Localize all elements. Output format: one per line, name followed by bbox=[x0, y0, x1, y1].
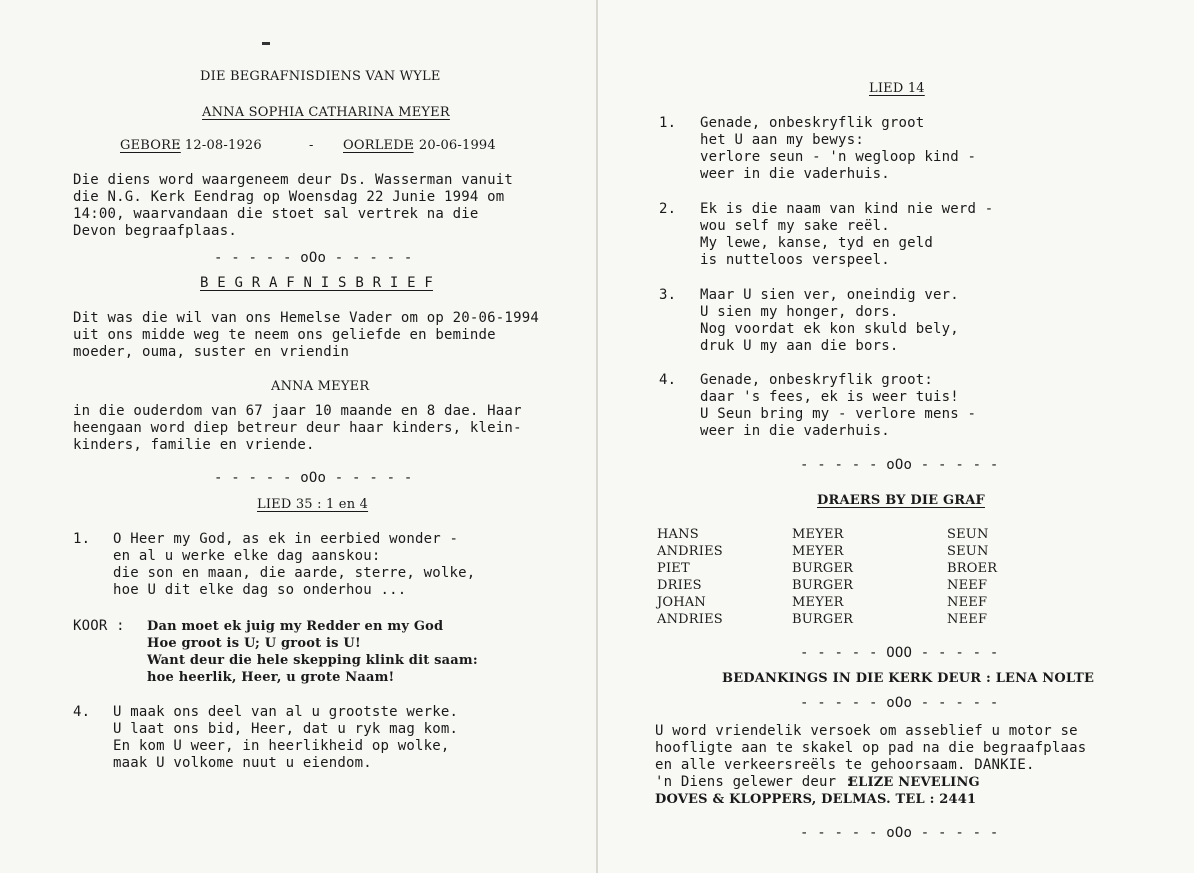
bearer-first-name: PIET bbox=[657, 561, 690, 576]
verse-line: maak U volkome nuut u eiendom. bbox=[113, 755, 372, 771]
bearer-first-name: JOHAN bbox=[657, 595, 706, 610]
bearer-last-name: BURGER bbox=[792, 578, 854, 593]
thanks-line: BEDANKINGS IN DIE KERK DEUR : LENA NOLTE bbox=[722, 671, 1095, 686]
verse-line: en al u werke elke dag aanskou: bbox=[113, 548, 381, 564]
separator: - - - - - oOo - - - - - bbox=[800, 695, 999, 711]
bearer-relation: NEEF bbox=[947, 612, 988, 627]
separator: - - - - - oOo - - - - - bbox=[800, 457, 999, 473]
verse-number: 1. bbox=[73, 531, 91, 547]
age-line: kinders, familie en vriende. bbox=[73, 437, 315, 453]
chorus-line: Want deur die hele skepping klink dit saam: bbox=[147, 653, 478, 668]
service-line: 14:00, waarvandaan die stoet sal vertrek na die bbox=[73, 206, 479, 222]
verse-number: 3. bbox=[659, 287, 677, 303]
verse-line: Genade, onbeskryflik groot bbox=[700, 115, 925, 131]
verse-line: weer in die vaderhuis. bbox=[700, 423, 890, 439]
notice-line: hoofligte aan te skakel op pad na die begraafplaas bbox=[655, 740, 1087, 756]
bearer-last-name: MEYER bbox=[792, 544, 844, 559]
verse-line: het U aan my bewys: bbox=[700, 132, 864, 148]
bearer-last-name: MEYER bbox=[792, 595, 844, 610]
hymn-14-title: LIED 14 bbox=[869, 81, 925, 96]
letter-line: moeder, ouma, suster en vriendin bbox=[73, 344, 350, 360]
verse-line: Nog voordat ek kon skuld bely, bbox=[700, 321, 959, 337]
ink-mark bbox=[262, 42, 270, 45]
verse-line: hoe U dit elke dag so onderhou ... bbox=[113, 582, 407, 598]
bearer-last-name: MEYER bbox=[792, 527, 844, 542]
letter-line: uit ons midde weg te neem ons geliefde en beminde bbox=[73, 327, 496, 343]
verse-number: 4. bbox=[73, 704, 91, 720]
bearer-relation: SEUN bbox=[947, 527, 989, 542]
verse-line: druk U my aan die bors. bbox=[700, 338, 899, 354]
notice-line: en alle verkeersreëls te gehoorsaam. DANKIE. bbox=[655, 757, 1035, 773]
company-line: DOVES & KLOPPERS, DELMAS. TEL : 2441 bbox=[655, 792, 977, 807]
verse-number: 4. bbox=[659, 372, 677, 388]
separator: - - - - - oOo - - - - - bbox=[214, 470, 413, 486]
letter-line: Dit was die wil van ons Hemelse Vader om op 20-06-1994 bbox=[73, 310, 539, 326]
born-date: : 12-08-1926 bbox=[176, 138, 262, 153]
bearer-first-name: DRIES bbox=[657, 578, 702, 593]
bearers-title: DRAERS BY DIE GRAF bbox=[817, 493, 985, 508]
verse-line: is nutteloos verspeel. bbox=[700, 252, 890, 268]
verse-line: U Seun bring my - verlore mens - bbox=[700, 406, 977, 422]
died-date: : 20-06-1994 bbox=[410, 138, 496, 153]
separator: - - - - - OOO - - - - - bbox=[800, 645, 999, 661]
chorus-line: Hoe groot is U; U groot is U! bbox=[147, 636, 361, 651]
verse-line: U maak ons deel van al u grootste werke. bbox=[113, 704, 459, 720]
bearer-first-name: ANDRIES bbox=[657, 544, 723, 559]
verse-number: 1. bbox=[659, 115, 677, 131]
verse-line: weer in die vaderhuis. bbox=[700, 166, 890, 182]
verse-line: U laat ons bid, Heer, dat u ryk mag kom. bbox=[113, 721, 459, 737]
service-line: die N.G. Kerk Eendrag op Woensdag 22 Junie 1994 om bbox=[73, 189, 505, 205]
chorus-line: hoe heerlik, Heer, u grote Naam! bbox=[147, 670, 395, 685]
bearer-relation: SEUN bbox=[947, 544, 989, 559]
verse-line: My lewe, kanse, tyd en geld bbox=[700, 235, 933, 251]
separator: - - - - - oOo - - - - - bbox=[214, 250, 413, 266]
bearer-relation: BROER bbox=[947, 561, 998, 576]
verse-line: daar 's fees, ek is weer tuis! bbox=[700, 389, 959, 405]
bearer-relation: NEEF bbox=[947, 578, 988, 593]
verse-line: Genade, onbeskryflik groot: bbox=[700, 372, 933, 388]
bearer-last-name: BURGER bbox=[792, 612, 854, 627]
deceased-name: ANNA SOPHIA CATHARINA MEYER bbox=[202, 105, 450, 120]
chorus-line: Dan moet ek juig my Redder en my God bbox=[147, 619, 444, 634]
service-line: Devon begraafplaas. bbox=[73, 223, 237, 239]
service-by-name: ELIZE NEVELING bbox=[848, 775, 980, 790]
bearer-relation: NEEF bbox=[947, 595, 988, 610]
bearer-last-name: BURGER bbox=[792, 561, 854, 576]
age-line: heengaan word diep betreur deur haar kinders, klein- bbox=[73, 420, 522, 436]
page-fold bbox=[596, 0, 598, 873]
bearer-first-name: ANDRIES bbox=[657, 612, 723, 627]
verse-line: O Heer my God, as ek in eerbied wonder - bbox=[113, 531, 459, 547]
short-name: ANNA MEYER bbox=[271, 379, 370, 394]
verse-line: verlore seun - 'n wegloop kind - bbox=[700, 149, 977, 165]
paper-edge bbox=[1194, 0, 1200, 873]
verse-line: Maar U sien ver, oneindig ver. bbox=[700, 287, 959, 303]
verse-number: 2. bbox=[659, 201, 677, 217]
verse-line: En kom U weer, in heerlikheid op wolke, bbox=[113, 738, 450, 754]
letter-title: B E G R A F N I S B R I E F bbox=[200, 275, 433, 291]
separator: - - - - - oOo - - - - - bbox=[800, 825, 999, 841]
date-dash: - bbox=[309, 138, 314, 153]
died-label: OORLEDE bbox=[343, 138, 414, 153]
age-line: in die ouderdom van 67 jaar 10 maande en 8 dae. Haar bbox=[73, 403, 522, 419]
service-by-label: 'n Diens gelewer deur : bbox=[655, 774, 854, 790]
notice-line: U word vriendelik versoek om asseblief u motor se bbox=[655, 723, 1078, 739]
born-label: GEBORE bbox=[120, 138, 181, 153]
verse-line: U sien my honger, dors. bbox=[700, 304, 899, 320]
service-heading: DIE BEGRAFNISDIENS VAN WYLE bbox=[200, 69, 441, 84]
verse-line: die son en maan, die aarde, sterre, wolke, bbox=[113, 565, 476, 581]
chorus-label: KOOR : bbox=[73, 618, 125, 634]
hymn-35-title: LIED 35 : 1 en 4 bbox=[257, 497, 369, 512]
bearer-first-name: HANS bbox=[657, 527, 699, 542]
verse-line: Ek is die naam van kind nie werd - bbox=[700, 201, 994, 217]
verse-line: wou self my sake reël. bbox=[700, 218, 890, 234]
service-line: Die diens word waargeneem deur Ds. Wasserman vanuit bbox=[73, 172, 514, 188]
